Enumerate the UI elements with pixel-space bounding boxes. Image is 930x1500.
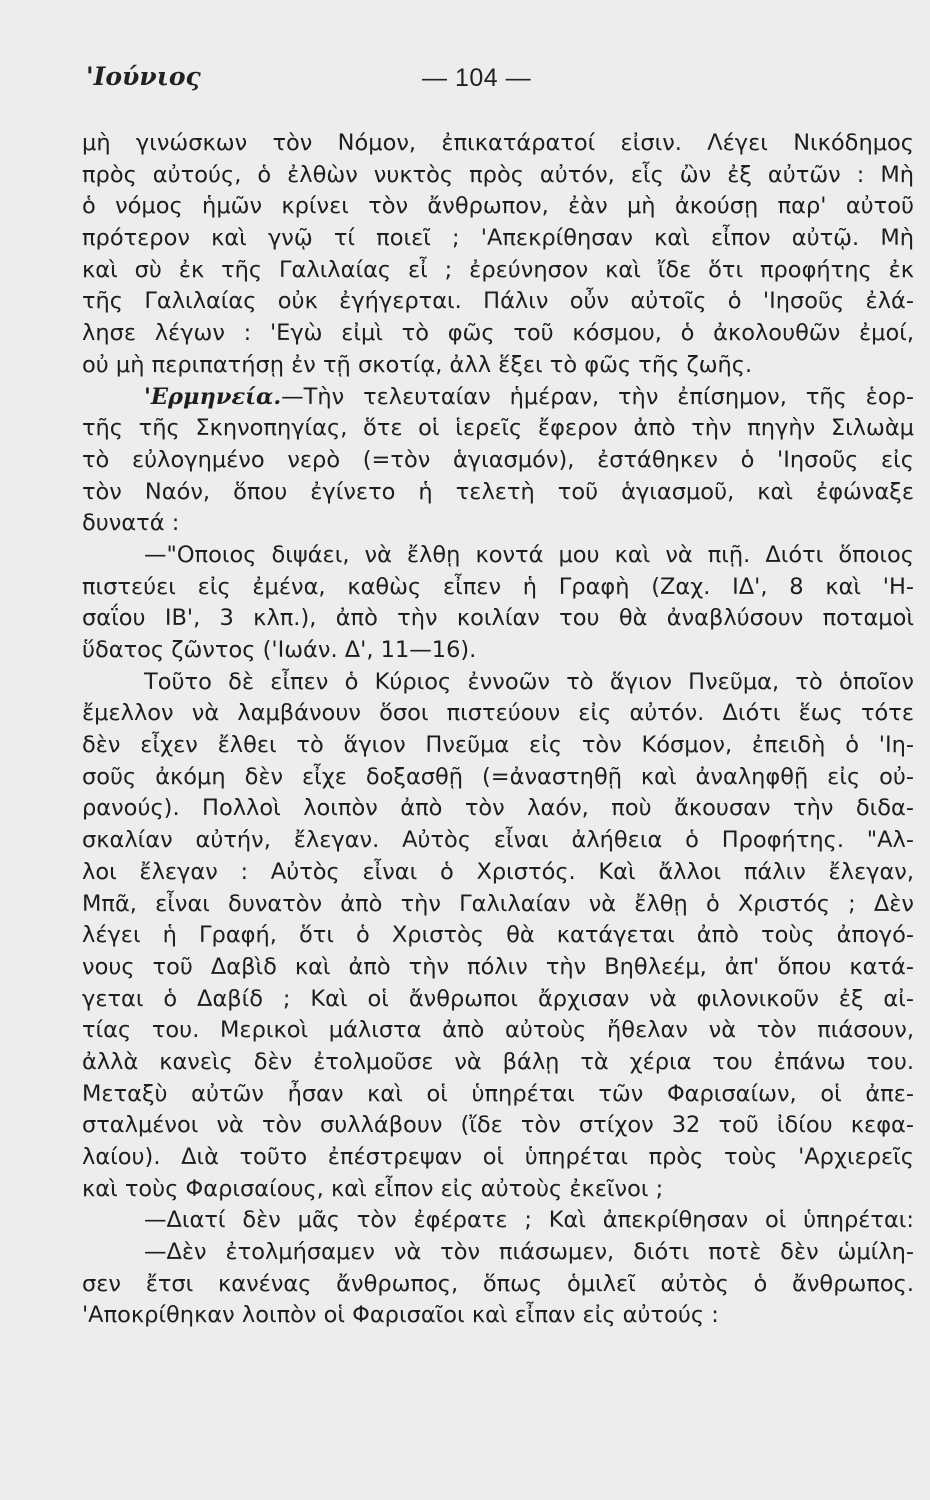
text-line: ρανούς). Πολλοὶ λοιπὸν ἀπὸ τὸν λαόν, ποὺ ἄκουσαν τὴν διδα- <box>82 795 914 822</box>
text-line: σαΐου ΙΒ', 3 κλπ.), ἀπὸ τὴν κοιλίαν του θὰ ἀναβλύσουν ποταμοὶ <box>82 605 914 632</box>
text-line: καὶ τοὺς Φαρισαίους, καὶ εἶπον εἰς αὐτοὺς ἐκεῖνοι ; <box>82 1175 664 1202</box>
section-first-line <box>82 382 914 414</box>
text-line: δυνατά : <box>82 510 180 537</box>
text-line: δὲν εἶχεν ἔλθει τὸ ἅγιον Πνεῦμα εἰς τὸν Κόσμον, ἐπειδὴ ὁ 'Ιη- <box>82 732 914 759</box>
text-line: 'Αποκρίθηκαν λοιπὸν οἱ Φαρισαῖοι καὶ εἶπαν εἰς αὐτούς : <box>82 1302 719 1329</box>
text-line: πιστεύει εἰς ἐμένα, καθὼς εἶπεν ἡ Γραφὴ (Ζαχ. ΙΔ', 8 καὶ 'Η- <box>82 573 914 600</box>
text-line: ὕδατος ζῶντος ('Ιωάν. Δ', 11—16). <box>82 637 477 663</box>
text-line: Μεταξὺ αὐτῶν ἦσαν καὶ οἱ ὑπηρέται τῶν Φαρισαίων, οἱ ἀπε- <box>82 1080 914 1107</box>
text-line: οὐ μὴ περιπατήσῃ ἐν τῇ σκοτίᾳ, ἀλλ ἕξει τὸ φῶς τῆς ζωῆς. <box>82 351 753 378</box>
dialog-line: —Διατί δὲν μᾶς τὸν ἐφέρατε ; Καὶ ἀπεκρίθησαν οἱ ὑπηρέται: <box>144 1207 914 1234</box>
text-line: τὸν Ναόν, ὅπου ἐγίνετο ἡ τελετὴ τοῦ ἁγιασμοῦ, καὶ ἐφώναξε <box>82 478 914 505</box>
text-line: πρότερον καὶ γνῷ τί ποιεῖ ; 'Απεκρίθησαν καὶ εἶπον αὐτῷ. Μὴ <box>82 225 914 252</box>
text-line: λοι ἔλεγαν : Αὐτὸς εἶναι ὁ Χριστός. Καὶ ἄλλοι πάλιν ἔλεγαν, <box>82 858 914 885</box>
text-line: τίας του. Μερικοὶ μάλιστα ἀπὸ αὐτοὺς ἤθελαν νὰ τὸν πιάσουν, <box>82 1017 914 1044</box>
quote-first-line: —"Οποιος διψάει, νὰ ἔλθῃ κοντά μου καὶ νὰ πιῇ. Διότι ὅποιος <box>144 541 914 568</box>
text-line: πρὸς αὐτούς, ὁ ἐλθὼν νυκτὸς πρὸς αὐτόν, εἷς ὢν ἐξ αὐτῶν : Μὴ <box>82 161 914 188</box>
text-line: ἔμελλον νὰ λαμβάνουν ὅσοι πιστεύουν εἰς αὐτόν. Διότι ἕως τότε <box>82 700 914 727</box>
text-line: Μπᾶ, εἶναι δυνατὸν ἀπὸ τὴν Γαλιλαίαν νὰ ἔλθῃ ὁ Χριστός ; Δὲν <box>82 890 914 917</box>
text-line: τὸ εὐλογημένο νερὸ (=τὸν ἁγιασμόν), ἐστάθηκεν ὁ 'Ιησοῦς εἰς <box>82 446 914 473</box>
text-line: τῆς τῆς Σκηνοπηγίας, ὅτε οἱ ἱερεῖς ἔφερον ἀπὸ τὴν πηγὴν Σιλωὰμ <box>82 415 914 442</box>
text-line: σταλμένοι νὰ τὸν συλλάβουν (ἴδε τὸν στίχον 32 τοῦ ἰδίου κεφα- <box>82 1112 914 1139</box>
text-line: λαίου). Διὰ τοῦτο ἐπέστρεψαν οἱ ὑπηρέται πρὸς τοὺς 'Αρχιερεῖς <box>82 1144 914 1170</box>
page-header <box>86 62 876 102</box>
running-head: 'Ιούνιος <box>86 62 201 91</box>
text-line: καὶ σὺ ἐκ τῆς Γαλιλαίας εἶ ; ἐρεύνησον καὶ ἴδε ὅτι προφήτης ἐκ <box>82 256 914 283</box>
dialog-line: —Δὲν ἐτολμήσαμεν νὰ τὸν πιάσωμεν, διότι ποτὲ δὲν ὡμίλη- <box>144 1239 914 1266</box>
text-line: λέγει ἡ Γραφή, ὅτι ὁ Χριστὸς θὰ κατάγεται ἀπὸ τοὺς ἀπογό- <box>82 922 914 949</box>
text-line: λησε λέγων : 'Εγὼ εἰμὶ τὸ φῶς τοῦ κόσμου, ὁ ἀκολουθῶν ἐμοί, <box>82 320 914 347</box>
text-line: γεται ὁ Δαβίδ ; Καὶ οἱ ἄνθρωποι ἄρχισαν νὰ φιλονικοῦν ἐξ αἰ- <box>82 985 914 1012</box>
text-line: μὴ γινώσκων τὸν Νόμον, ἐπικατάρατοί εἰσιν. Λέγει Νικόδημος <box>82 130 914 156</box>
section-first-line-text: —Τὴν τελευταίαν ἡμέραν, τὴν ἐπίσημον, τῆς ἑορ- <box>281 383 914 410</box>
text-line: ὁ νόμος ἡμῶν κρίνει τὸν ἄνθρωπον, ἐὰν μὴ ἀκούσῃ παρ' αὐτοῦ <box>82 193 914 220</box>
text-line: σεν ἔτσι κανένας ἄνθρωπος, ὅπως ὁμιλεῖ αὐτὸς ὁ ἄνθρωπος. <box>82 1270 914 1297</box>
page-number: — 104 — <box>422 64 532 92</box>
text-line: ἀλλὰ κανεὶς δὲν ἐτολμοῦσε νὰ βάλῃ τὰ χέρια του ἐπάνω του. <box>82 1048 914 1075</box>
body-text <box>82 128 914 1332</box>
paragraph-first-line: Τοῦτο δὲ εἶπεν ὁ Κύριος ἐννοῶν τὸ ἅγιον Πνεῦμα, τὸ ὁποῖον <box>144 668 914 695</box>
text-line: τῆς Γαλιλαίας οὐκ ἐγήγερται. Πάλιν οὖν αὐτοῖς ὁ 'Ιησοῦς ἐλά- <box>82 288 914 315</box>
text-line: νους τοῦ Δαβὶδ καὶ ἀπὸ τὴν πόλιν τὴν Βηθλεέμ, ἀπ' ὅπου κατά- <box>82 953 914 980</box>
text-line: σοῦς ἀκόμη δὲν εἶχε δοξασθῇ (=ἀναστηθῇ καὶ ἀναληφθῇ εἰς οὐ- <box>82 763 914 790</box>
section-heading: 'Ερμηνεία. <box>144 383 282 410</box>
text-line: σκαλίαν αὐτήν, ἔλεγαν. Αὐτὸς εἶναι ἀλήθεια ὁ Προφήτης. "Αλ- <box>82 827 914 854</box>
